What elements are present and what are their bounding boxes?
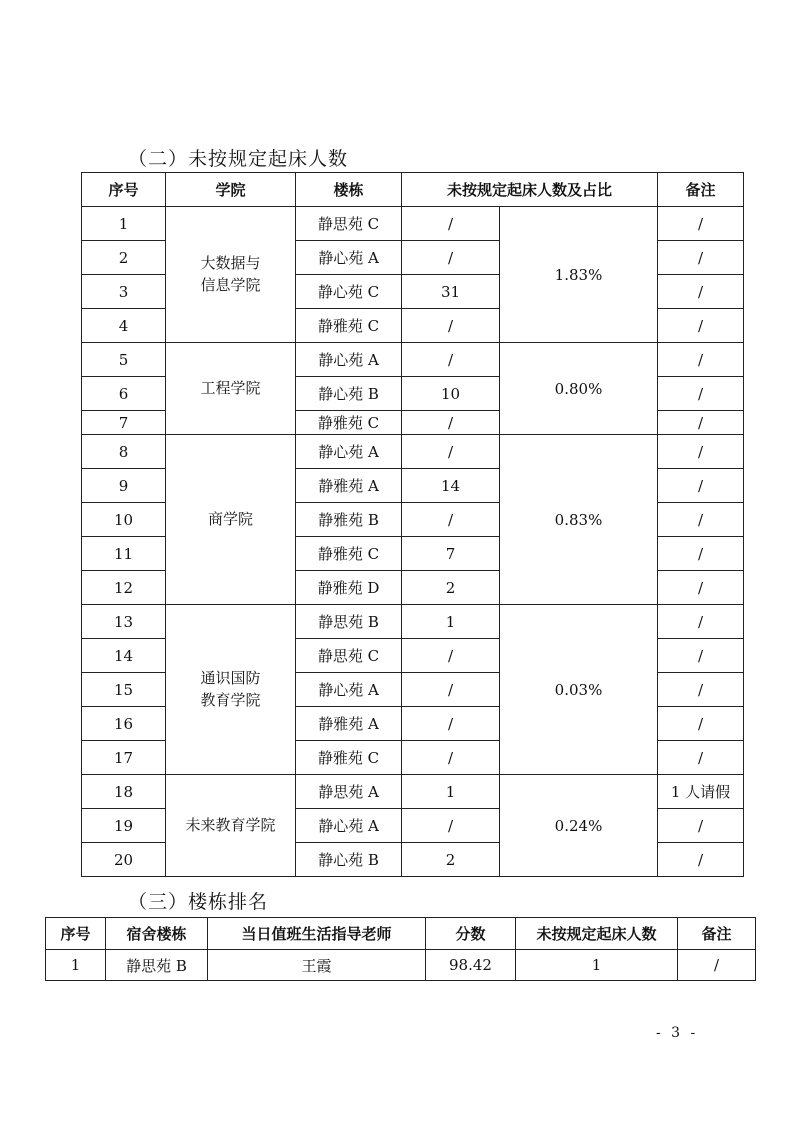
- cell-college: [166, 775, 296, 877]
- cell-count: /: [402, 707, 500, 741]
- cell-serial: 2: [82, 241, 166, 275]
- cell-note: /: [658, 639, 744, 673]
- cell-count: /: [402, 435, 500, 469]
- table-row: [82, 207, 744, 241]
- header-score: 分数: [426, 918, 516, 950]
- cell-count: /: [402, 207, 500, 241]
- cell-note: /: [658, 343, 744, 377]
- cell-count: 31: [402, 275, 500, 309]
- cell-note: /: [658, 469, 744, 503]
- cell-note: /: [658, 435, 744, 469]
- cell-count: /: [402, 809, 500, 843]
- cell-building: 静心苑 A: [296, 343, 402, 377]
- cell-percent: 0.83%: [500, 435, 658, 605]
- cell-count: /: [402, 503, 500, 537]
- header-building: 楼栋: [296, 173, 402, 207]
- header-count-ratio: 未按规定起床人数及占比: [402, 173, 658, 207]
- cell-building: 静心苑 A: [296, 809, 402, 843]
- table-row: [82, 605, 744, 639]
- college-name-line: 通识国防: [200, 668, 261, 687]
- header-duty-teacher: 当日值班生活指导老师: [208, 918, 426, 950]
- cell-building: 静雅苑 D: [296, 571, 402, 605]
- cell-note: /: [658, 605, 744, 639]
- header-serial: 序号: [82, 173, 166, 207]
- cell-building: 静雅苑 C: [296, 309, 402, 343]
- cell-building: 静思苑 B: [296, 605, 402, 639]
- table-row: [46, 950, 756, 981]
- cell-building: 静心苑 C: [296, 275, 402, 309]
- cell-serial: 5: [82, 343, 166, 377]
- cell-count: /: [402, 343, 500, 377]
- header-note: 备注: [678, 918, 756, 950]
- cell-percent: 0.24%: [500, 775, 658, 877]
- cell-note: /: [658, 241, 744, 275]
- cell-count: 2: [402, 843, 500, 877]
- cell-note: 1 人请假: [658, 775, 744, 809]
- cell-note: /: [658, 207, 744, 241]
- section-title-unrisen: （二）未按规定起床人数: [128, 148, 349, 170]
- cell-count: /: [402, 673, 500, 707]
- cell-serial: 15: [82, 673, 166, 707]
- cell-duty-teacher: 王霞: [208, 950, 426, 981]
- table-header-row: [46, 918, 756, 950]
- cell-percent: 0.80%: [500, 343, 658, 435]
- college-name-line: 大数据与: [200, 253, 261, 272]
- cell-count: 10: [402, 377, 500, 411]
- cell-percent: 0.03%: [500, 605, 658, 775]
- cell-dorm-building: 静思苑 B: [106, 950, 208, 981]
- cell-note: /: [658, 707, 744, 741]
- cell-note: /: [658, 809, 744, 843]
- cell-serial: 16: [82, 707, 166, 741]
- cell-building: 静思苑 C: [296, 639, 402, 673]
- section-title-ranking: （三）楼栋排名: [128, 891, 269, 913]
- cell-note: /: [658, 843, 744, 877]
- cell-college: [166, 343, 296, 435]
- unrisen-count-table: [81, 172, 744, 877]
- cell-count: /: [402, 741, 500, 775]
- college-name-line: 教育学院: [200, 690, 261, 709]
- cell-note: /: [658, 275, 744, 309]
- cell-count: 1: [402, 775, 500, 809]
- cell-building: 静雅苑 A: [296, 707, 402, 741]
- cell-building: 静雅苑 B: [296, 503, 402, 537]
- cell-college: [166, 605, 296, 775]
- cell-note: /: [658, 411, 744, 435]
- cell-note: /: [658, 741, 744, 775]
- cell-note: /: [658, 377, 744, 411]
- cell-count: 7: [402, 537, 500, 571]
- cell-building: 静思苑 C: [296, 207, 402, 241]
- header-college: 学院: [166, 173, 296, 207]
- cell-count: 2: [402, 571, 500, 605]
- cell-serial: 3: [82, 275, 166, 309]
- cell-note: /: [658, 537, 744, 571]
- cell-count: /: [402, 241, 500, 275]
- header-dorm-building: 宿舍楼栋: [106, 918, 208, 950]
- cell-college: [166, 207, 296, 343]
- table-header-row: [82, 173, 744, 207]
- cell-serial: 4: [82, 309, 166, 343]
- table-row: [82, 435, 744, 469]
- cell-count: /: [402, 411, 500, 435]
- cell-college: [166, 435, 296, 605]
- cell-note: /: [678, 950, 756, 981]
- table-row: [82, 343, 744, 377]
- cell-note: /: [658, 673, 744, 707]
- college-name-line: 未来教育学院: [185, 815, 276, 834]
- cell-building: 静心苑 A: [296, 435, 402, 469]
- header-serial: 序号: [46, 918, 106, 950]
- cell-building: 静心苑 B: [296, 843, 402, 877]
- cell-serial: 9: [82, 469, 166, 503]
- cell-serial: 11: [82, 537, 166, 571]
- cell-serial: 14: [82, 639, 166, 673]
- cell-serial: 7: [82, 411, 166, 435]
- cell-serial: 18: [82, 775, 166, 809]
- cell-building: 静心苑 A: [296, 673, 402, 707]
- college-name-line: 信息学院: [200, 275, 261, 294]
- cell-note: /: [658, 309, 744, 343]
- cell-count: /: [402, 309, 500, 343]
- cell-serial: 20: [82, 843, 166, 877]
- cell-serial: 1: [46, 950, 106, 981]
- cell-count: 14: [402, 469, 500, 503]
- cell-count: 1: [402, 605, 500, 639]
- cell-serial: 17: [82, 741, 166, 775]
- header-note: 备注: [658, 173, 744, 207]
- table-row: [82, 775, 744, 809]
- cell-serial: 10: [82, 503, 166, 537]
- cell-building: 静雅苑 A: [296, 469, 402, 503]
- cell-serial: 12: [82, 571, 166, 605]
- cell-count: /: [402, 639, 500, 673]
- cell-building: 静心苑 B: [296, 377, 402, 411]
- cell-note: /: [658, 571, 744, 605]
- page-number: - 3 -: [656, 1025, 699, 1041]
- building-ranking-table: [45, 917, 756, 981]
- cell-building: 静雅苑 C: [296, 411, 402, 435]
- college-name-line: 工程学院: [200, 378, 261, 397]
- cell-unrisen-count: 1: [516, 950, 678, 981]
- cell-building: 静雅苑 C: [296, 537, 402, 571]
- cell-building: 静思苑 A: [296, 775, 402, 809]
- cell-score: 98.42: [426, 950, 516, 981]
- cell-serial: 13: [82, 605, 166, 639]
- cell-note: /: [658, 503, 744, 537]
- header-unrisen-count: 未按规定起床人数: [516, 918, 678, 950]
- cell-serial: 6: [82, 377, 166, 411]
- cell-serial: 1: [82, 207, 166, 241]
- cell-serial: 19: [82, 809, 166, 843]
- college-name-line: 商学院: [207, 509, 253, 528]
- cell-percent: 1.83%: [500, 207, 658, 343]
- cell-serial: 8: [82, 435, 166, 469]
- cell-building: 静心苑 A: [296, 241, 402, 275]
- cell-building: 静雅苑 C: [296, 741, 402, 775]
